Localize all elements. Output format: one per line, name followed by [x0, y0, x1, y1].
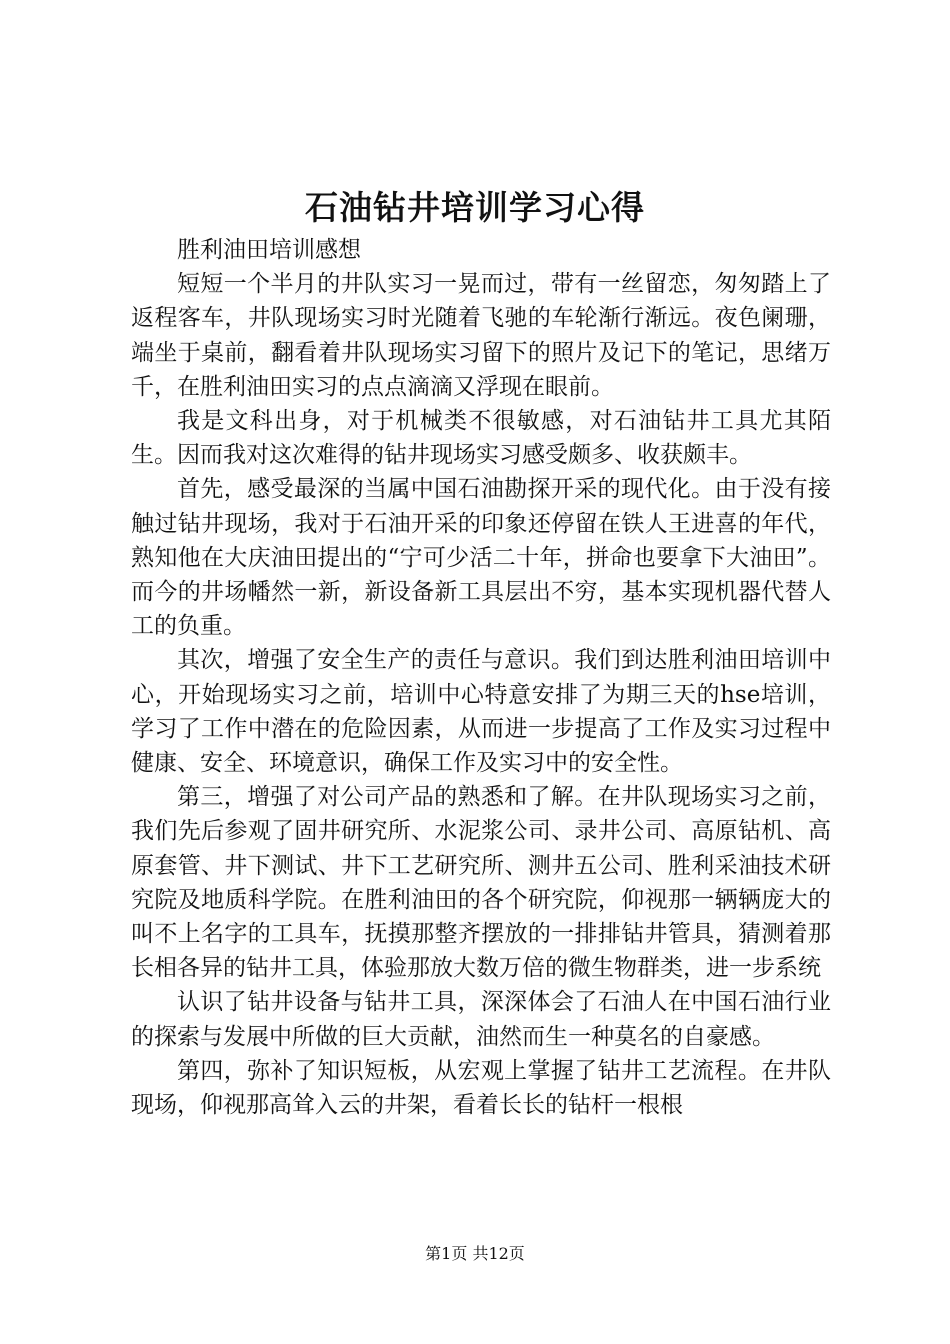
paragraph: 第四，弥补了知识短板，从宏观上掌握了钻井工艺流程。在井队现场，仰视那高耸入云的井架，看着长长的钻杆一根根	[131, 1057, 831, 1119]
paragraph: 我是文科出身，对于机械类不很敏感，对石油钻井工具尤其陌生。因而我对这次难得的钻井现场实习感受颇多、收获颇丰。	[131, 408, 831, 469]
paragraph: 其次，增强了安全生产的责任与意识。我们到达胜利油田培训中心，开始现场实习之前，培训中心特意安排了为期三天的hse培训，学习了工作中潜在的危险因素，从而进一步提高了工作及实习过程中健康、安全、环境意识，确保工作及实习中的安全性。	[131, 647, 831, 777]
paragraph: 认识了钻井设备与钻井工具，深深体会了石油人在中国石油行业的探索与发展中所做的巨大贡献，油然而生一种莫名的自豪感。	[131, 989, 831, 1050]
document-body	[131, 233, 831, 1122]
document-title: 石油钻井培训学习心得	[305, 188, 645, 227]
paragraph: 首先，感受最深的当属中国石油勘探开采的现代化。由于没有接触过钻井现场，我对于石油开采的印象还停留在铁人王进喜的年代，熟知他在大庆油田提出的“宁可少活二十年，拼命也要拿下大油田”。而今的井场幡然一新，新设备新工具层出不穷，基本实现机器代替人工的负重。	[131, 476, 831, 640]
page-number-footer: 第1页 共12页	[425, 1244, 525, 1263]
paragraph: 胜利油田培训感想	[177, 237, 361, 263]
paragraph: 第三，增强了对公司产品的熟悉和了解。在井队现场实习之前，我们先后参观了固井研究所、水泥浆公司、录井公司、高原钻机、高原套管、井下测试、井下工艺研究所、测井五公司、胜利采油技术研究院及地质科学院。在胜利油田的各个研究院，仰视那一辆辆庞大的叫不上名字的工具车，抚摸那整齐摆放的一排排钻井管具，猜测着那长相各异的钻井工具，体验那放大数万倍的微生物群类，进一步系统	[131, 784, 831, 982]
paragraph: 短短一个半月的井队实习一晃而过，带有一丝留恋，匆匆踏上了返程客车，井队现场实习时光随着飞驰的车轮渐行渐远。夜色阑珊，端坐于桌前，翻看着井队现场实习留下的照片及记下的笔记，思绪万千，在胜利油田实习的点点滴滴又浮现在眼前。	[131, 271, 831, 400]
